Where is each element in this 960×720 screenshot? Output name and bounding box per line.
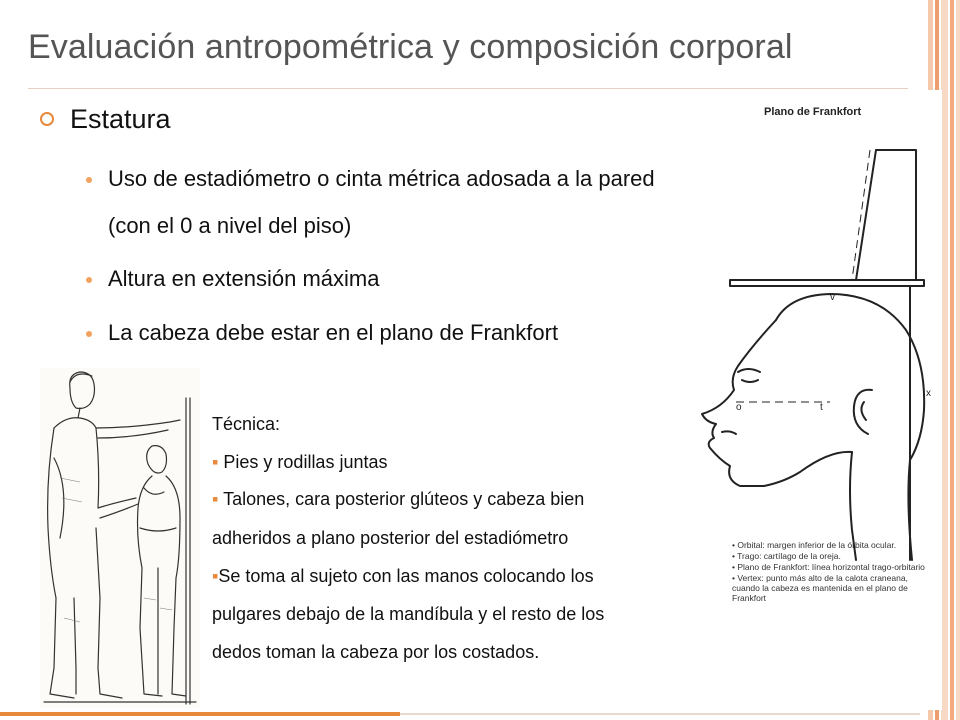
technique-text: Talones, cara posterior glúteos y cabeza bien — [223, 489, 585, 509]
tragus-label: t — [820, 402, 823, 413]
title-divider — [28, 88, 908, 89]
note-item: • Trago: cartílago de la oreja. — [732, 551, 841, 561]
dot-bullet-icon — [86, 331, 92, 337]
technique-text: pulgares debajo de la mandíbula y el resto de los — [212, 604, 605, 624]
technique-label: Técnica — [212, 414, 276, 434]
technique-line — [212, 452, 387, 473]
note-item: • Vertex: punto más alto de la calota craneana, cuando la cabeza es mantenida en el plano de Frankfort — [732, 573, 908, 603]
technique-colon: : — [275, 414, 281, 434]
technique-heading — [212, 414, 280, 435]
frankfort-title: Plano de Frankfort — [764, 106, 862, 118]
orbital-label: o — [736, 402, 742, 413]
technique-line — [212, 528, 568, 549]
technique-text: adheridos a plano posterior del estadiómetro — [212, 528, 569, 548]
technique-text: Se toma al sujeto con las manos colocando los — [218, 566, 594, 586]
note-item: • Plano de Frankfort: línea horizontal trago-orbitario — [732, 562, 925, 572]
person-measuring-icon — [40, 368, 200, 708]
technique-line — [212, 566, 594, 587]
note-item: • Orbital: margen inferior de la órbita ocular. — [732, 540, 897, 550]
x-label: x — [926, 388, 931, 399]
head-profile-icon — [680, 90, 942, 710]
technique-line — [212, 642, 539, 663]
technique-text: Pies y rodillas juntas — [223, 452, 388, 472]
bullet-text: La cabeza debe estar en el plano de Frankfort — [108, 320, 559, 345]
diagram-notes — [732, 540, 932, 604]
bullet-text: (con el 0 a nivel del piso) — [108, 213, 352, 238]
frankfort-plane-illustration — [680, 90, 942, 710]
vertex-label: v — [830, 292, 835, 303]
technique-line — [212, 604, 604, 625]
square-marker-icon: ▪ — [212, 489, 219, 509]
hollow-circle-bullet-icon — [40, 112, 54, 126]
slide-title: Evaluación antropométrica y composición corporal — [28, 28, 793, 66]
bottom-accent-bar — [0, 712, 400, 716]
technique-text: dedos toman la cabeza por los costados. — [212, 642, 540, 662]
heading-text: Estatura — [70, 104, 171, 134]
bullet-text: Altura en extensión máxima — [108, 266, 380, 291]
bottom-rule — [400, 713, 920, 715]
stature-measurement-illustration — [40, 368, 200, 708]
square-marker-icon: ▪ — [212, 566, 219, 586]
technique-line — [212, 489, 584, 510]
dot-bullet-icon — [86, 177, 92, 183]
square-marker-icon: ▪ — [212, 452, 219, 472]
bullet-text: Uso de estadiómetro o cinta métrica adosada a la pared — [108, 166, 655, 191]
dot-bullet-icon — [86, 277, 92, 283]
